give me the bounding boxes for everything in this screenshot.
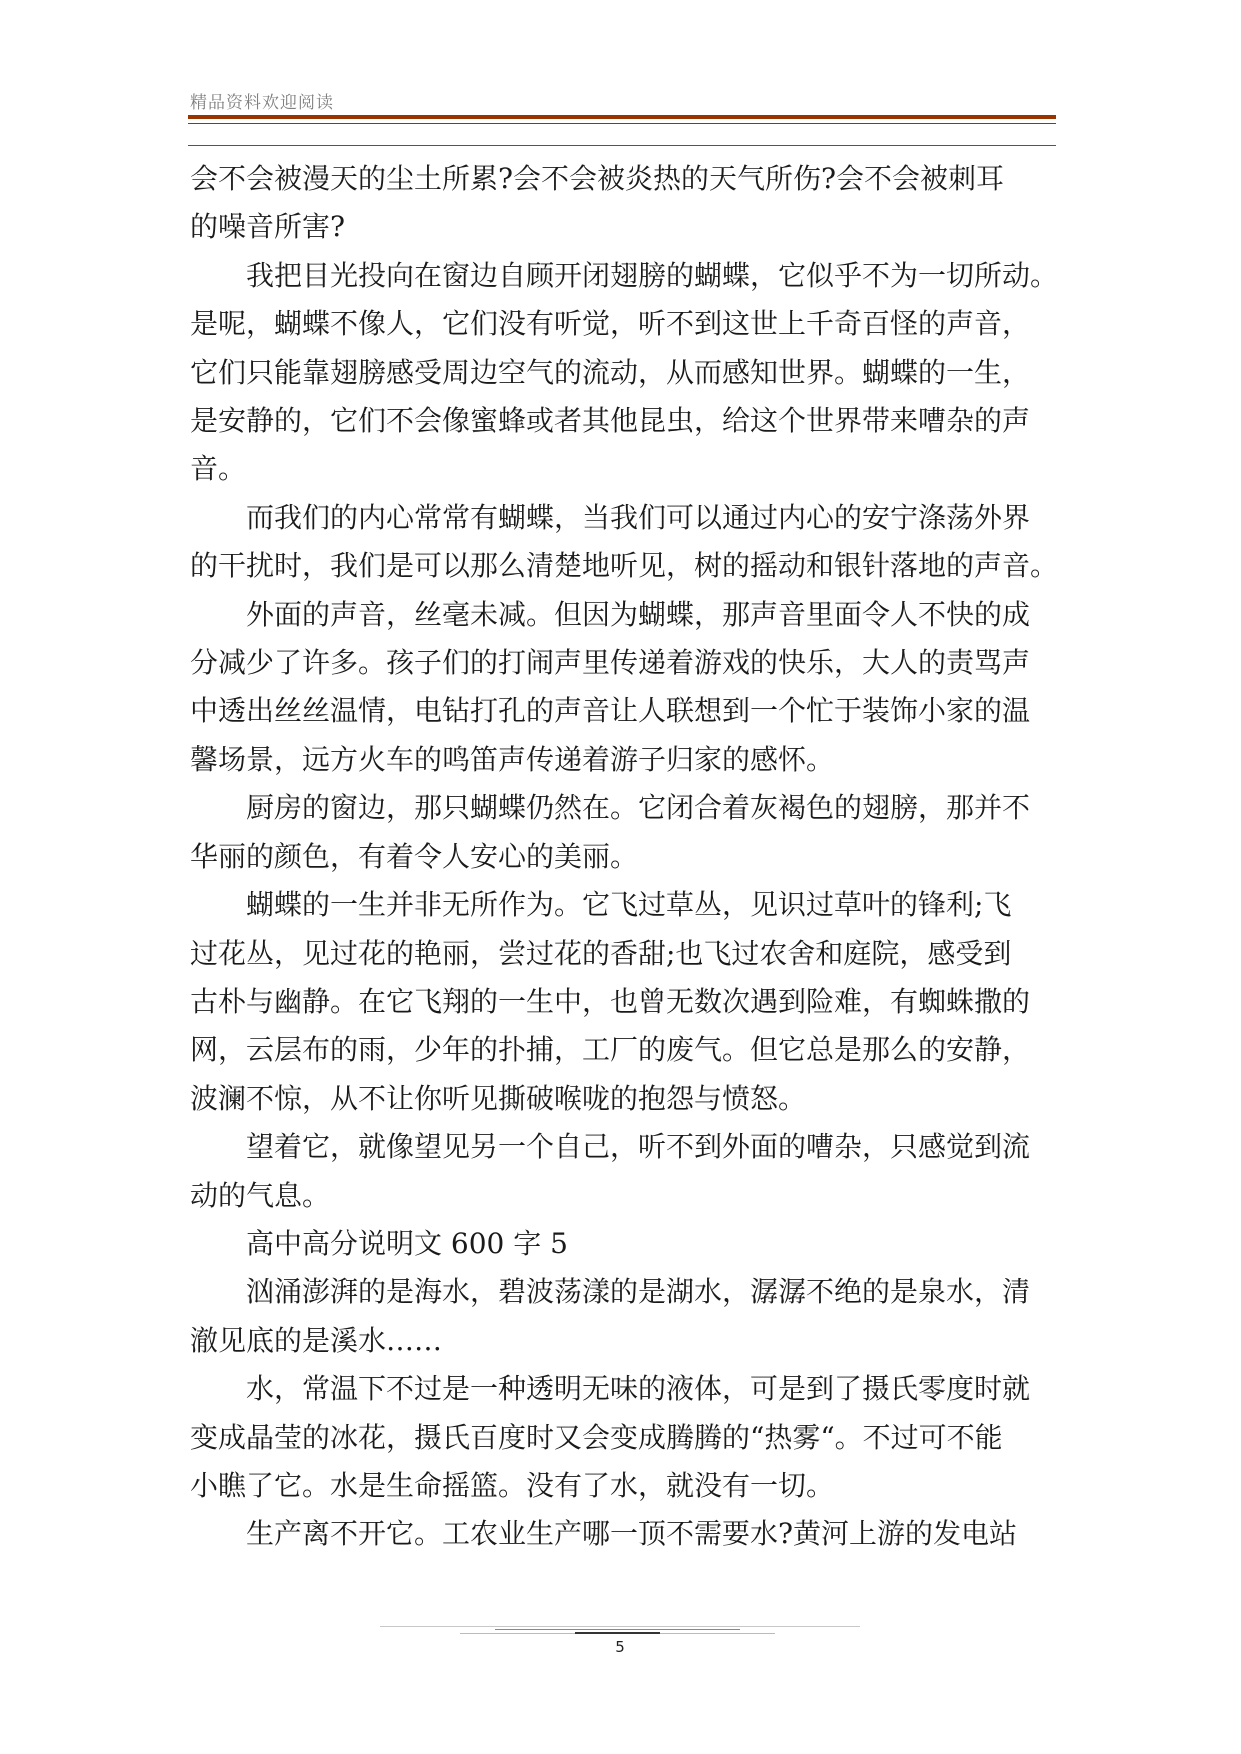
- page-number: 5: [615, 1638, 625, 1656]
- text-line: 汹涌澎湃的是海水，碧波荡漾的是湖水，潺潺不绝的是泉水，清: [246, 1275, 1031, 1309]
- footer-rule: [380, 1626, 860, 1627]
- header-rule-thin: [188, 123, 1056, 124]
- text-line: 中透出丝丝温情，电钻打孔的声音让人联想到一个忙于装饰小家的温: [190, 694, 1031, 728]
- text-line: 小瞧了它。水是生命摇篮。没有了水，就没有一切。: [190, 1468, 835, 1502]
- text-line: 华丽的颜色，有着令人安心的美丽。: [190, 839, 639, 873]
- text-line: 音。: [190, 452, 247, 486]
- text-line: 蝴蝶的一生并非无所作为。它飞过草丛，见识过草叶的锋利;飞: [246, 888, 1012, 922]
- text-line: 我把目光投向在窗边自顾开闭翅膀的蝴蝶，它似乎不为一切所动。: [246, 258, 1059, 292]
- text-line: 过花丛，见过花的艳丽，尝过花的香甜;也飞过农舍和庭院，感受到: [190, 936, 1012, 970]
- body-top-rule: [188, 145, 1056, 146]
- header-title: 精品资料欢迎阅读: [190, 93, 334, 113]
- text-line: 是呢，蝴蝶不像人，它们没有听觉，听不到这世上千奇百怪的声音，: [190, 307, 1031, 341]
- footer-rule-bold: [575, 1632, 660, 1634]
- text-line: 古朴与幽静。在它飞翔的一生中，也曾无数次遇到险难，有蜘蛛撒的: [190, 984, 1031, 1018]
- text-line: 波澜不惊，从不让你听见撕破喉咙的抱怨与愤怒。: [190, 1081, 807, 1115]
- text-line: 的噪音所害?: [190, 210, 346, 244]
- text-line: 会不会被漫天的尘土所累?会不会被炎热的天气所伤?会不会被刺耳: [190, 162, 1005, 195]
- text-line: 变成晶莹的冰花，摄氏百度时又会变成腾腾的“热雾“。不过可不能: [190, 1420, 1003, 1454]
- text-line: 澈见底的是溪水……: [190, 1323, 443, 1357]
- section-heading: 高中高分说明文 600 字 5: [246, 1226, 568, 1260]
- footer-rule: [495, 1629, 740, 1630]
- text-line: 它们只能靠翅膀感受周边空气的流动，从而感知世界。蝴蝶的一生，: [190, 355, 1031, 389]
- text-line: 是安静的，它们不会像蜜蜂或者其他昆虫，给这个世界带来嘈杂的声: [190, 404, 1031, 438]
- text-line: 动的气息。: [190, 1178, 331, 1212]
- text-line: 生产离不开它。工农业生产哪一顶不需要水?黄河上游的发电站: [246, 1517, 1018, 1551]
- text-line: 而我们的内心常常有蝴蝶，当我们可以通过内心的安宁涤荡外界: [246, 500, 1031, 534]
- text-line: 水，常温下不过是一种透明无味的液体，可是到了摄氏零度时就: [246, 1372, 1031, 1406]
- text-line: 厨房的窗边，那只蝴蝶仍然在。它闭合着灰褐色的翅膀，那并不: [246, 791, 1031, 825]
- text-line: 网，云层布的雨，少年的扑捕，工厂的废气。但它总是那么的安静，: [190, 1033, 1031, 1067]
- text-line: 分减少了许多。孩子们的打闹声里传递着游戏的快乐，大人的责骂声: [190, 646, 1031, 680]
- text-line: 外面的声音，丝毫未减。但因为蝴蝶，那声音里面令人不快的成: [246, 597, 1031, 631]
- text-line: 的干扰时，我们是可以那么清楚地听见，树的摇动和银针落地的声音。: [190, 549, 1059, 583]
- text-line: 馨场景，远方火车的鸣笛声传递着游子归家的感怀。: [190, 742, 835, 776]
- text-line: 望着它，就像望见另一个自己，听不到外面的嘈杂，只感觉到流: [246, 1130, 1031, 1164]
- document-body: [190, 155, 1070, 1559]
- header-rule-thick: [188, 115, 1056, 119]
